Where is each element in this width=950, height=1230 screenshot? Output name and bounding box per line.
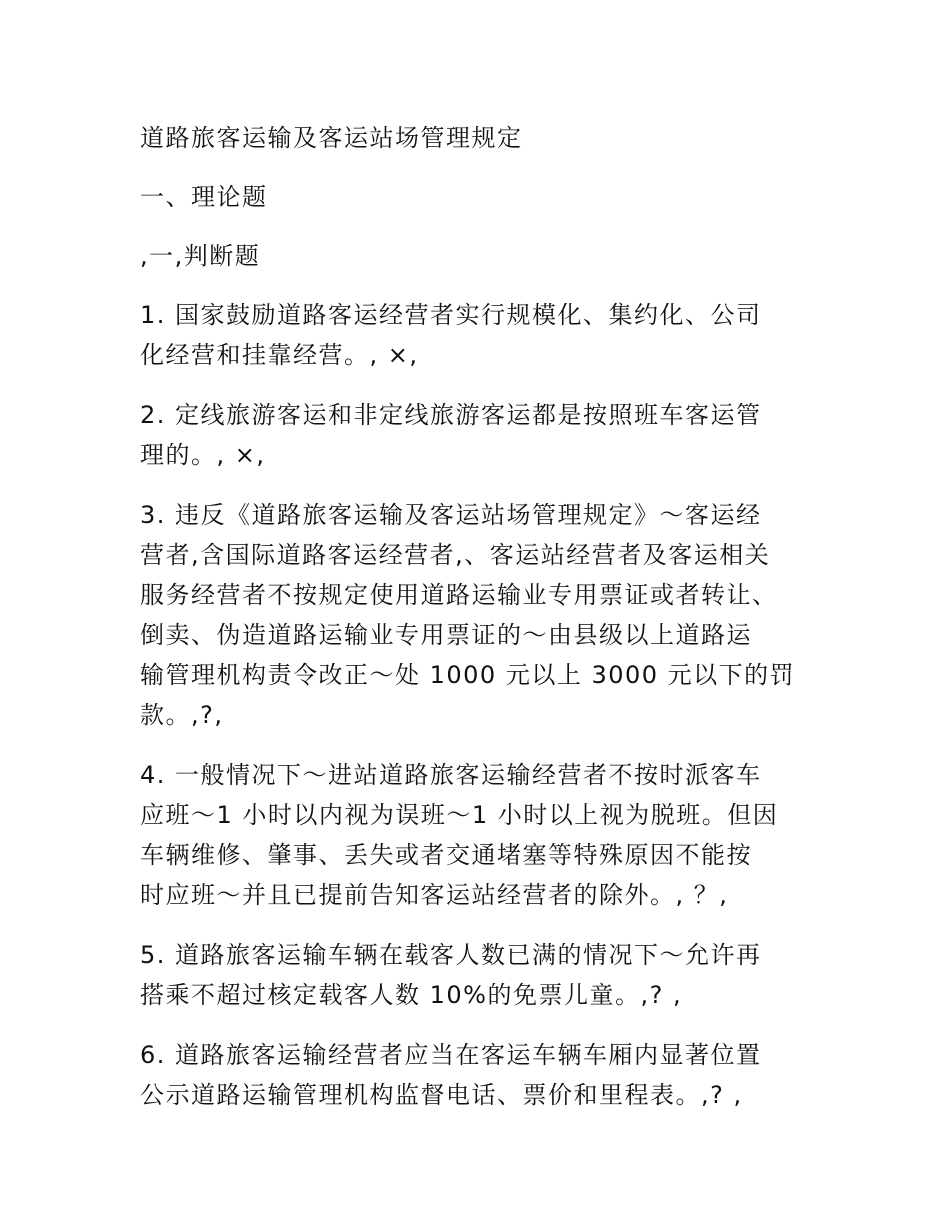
question-line: 款。,?, [140,701,224,729]
question-6 [140,1035,812,1115]
question-line: 服务经营者不按规定使用道路运输业专用票证或者转让、 [140,581,778,609]
question-line: 营者,含国际道路客运经营者,、客运站经营者及客运相关 [140,541,771,569]
question-line: 3. 违反《道路旅客运输及客运站场管理规定》～客运经 [140,501,762,529]
question-line: 理的。, ×, [140,441,266,469]
question-2 [140,395,812,475]
question-line: 公示道路运输管理机构监督电话、票价和里程表。,? , [140,1081,743,1109]
document-title: 道路旅客运输及客运站场管理规定 [140,124,523,152]
question-line: 6. 道路旅客运输经营者应当在客运车辆车厢内显著位置 [140,1041,762,1069]
question-line: 输管理机构责令改正～处 1000 元以上 3000 元以下的罚 [140,661,796,689]
question-line: 车辆维修、肇事、丢失或者交通堵塞等特殊原因不能按 [140,841,752,869]
question-line: 时应班～并且已提前告知客运站经营者的除外。, ？, [140,881,729,909]
question-line: 倒卖、伪造道路运输业专用票证的～由县级以上道路运 [140,621,752,649]
question-1 [140,295,812,375]
question-line: 应班～1 小时以内视为误班～1 小时以上视为脱班。但因 [140,801,779,829]
question-4 [140,755,812,915]
question-3 [140,495,812,735]
document-page [140,118,812,1135]
question-5 [140,935,812,1015]
question-line: 4. 一般情况下～进站道路旅客运输经营者不按时派客车 [140,761,762,789]
question-line: 1. 国家鼓励道路客运经营者实行规模化、集约化、公司 [140,301,762,329]
question-line: 搭乘不超过核定载客人数 10%的免票儿童。,? , [140,981,683,1009]
section-heading: 一、理论题 [140,183,268,211]
subsection-heading: ,一,判断题 [140,242,261,270]
question-line: 5. 道路旅客运输车辆在载客人数已满的情况下～允许再 [140,941,762,969]
question-line: 2. 定线旅游客运和非定线旅游客运都是按照班车客运管 [140,401,762,429]
question-line: 化经营和挂靠经营。, ×, [140,341,419,369]
